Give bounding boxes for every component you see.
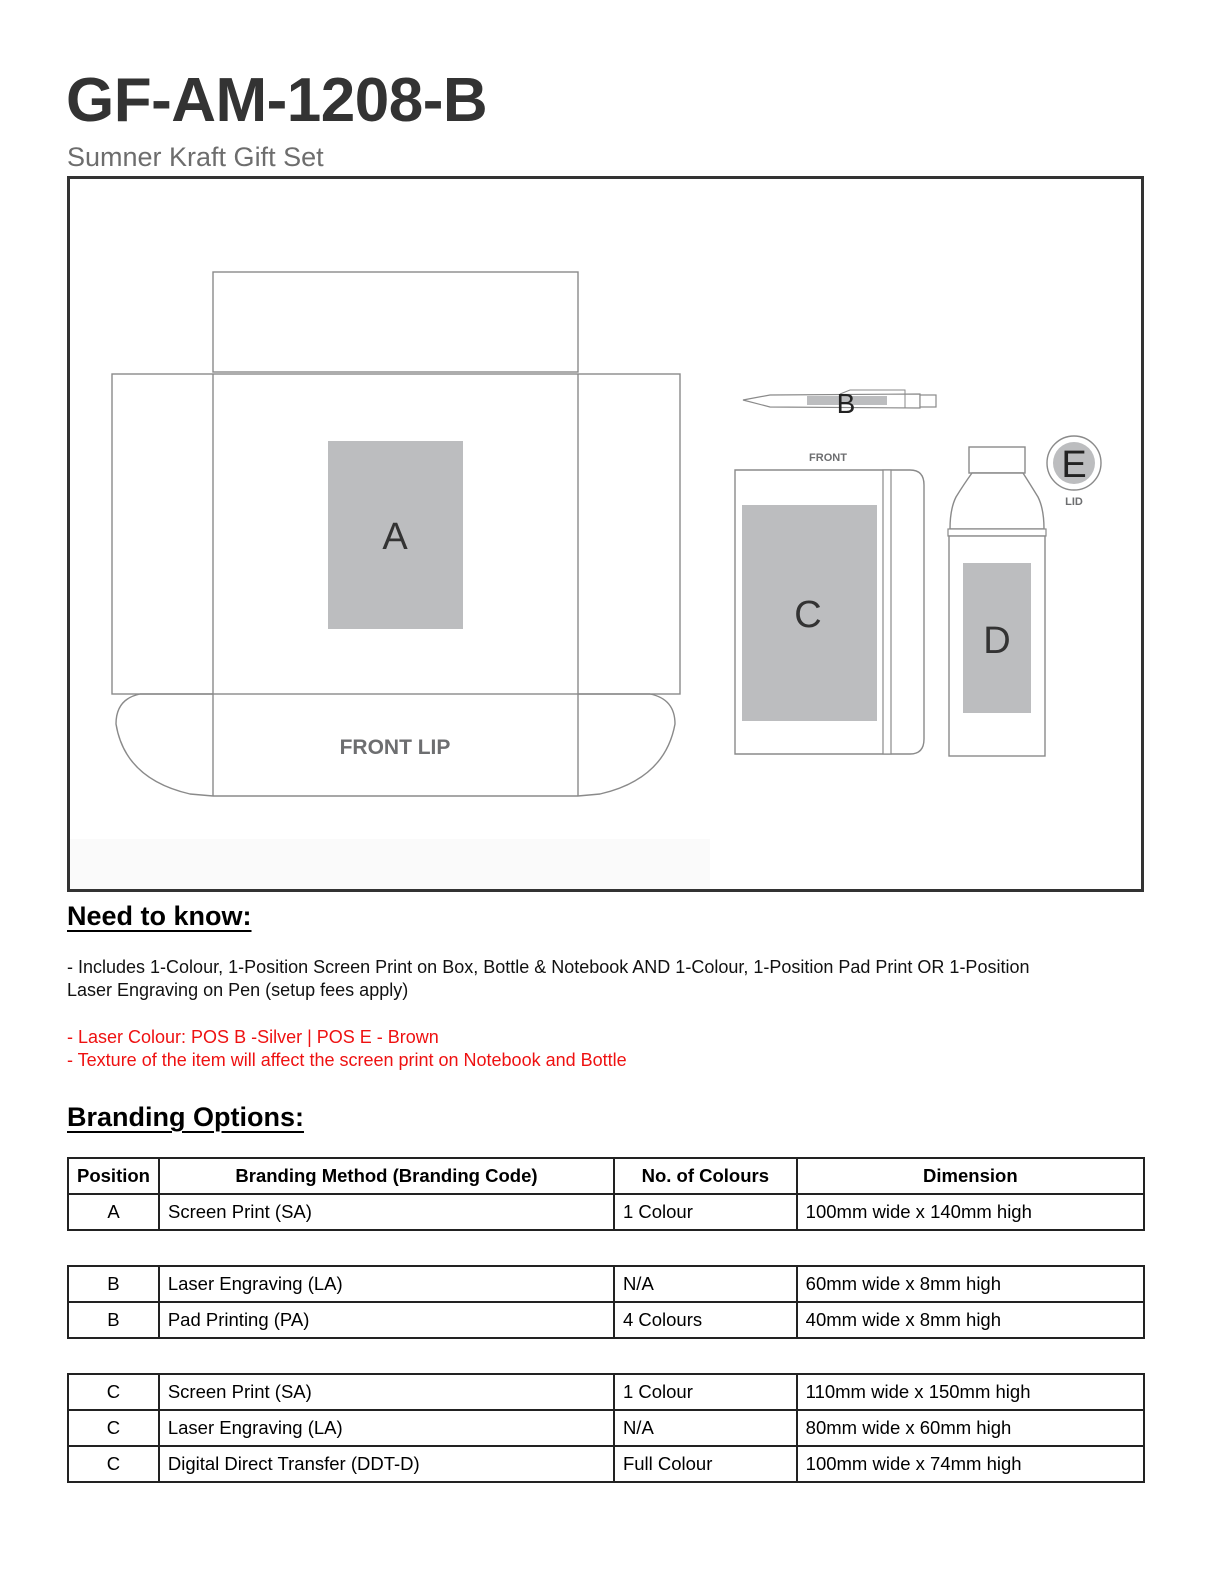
table-header-row: [68, 1158, 1144, 1194]
col-header-method: Branding Method (Branding Code): [159, 1158, 614, 1194]
notebook-icon: [735, 470, 924, 754]
product-code: GF-AM-1208-B: [66, 66, 488, 135]
table-row: C Laser Engraving (LA) N/A 80mm wide x 60mm high: [68, 1410, 1144, 1446]
table-row: B Pad Printing (PA) 4 Colours 40mm wide x 8mm high: [68, 1302, 1144, 1338]
col-header-colours: No. of Colours: [614, 1158, 797, 1194]
includes-line-2: Laser Engraving on Pen (setup fees apply): [67, 980, 409, 1000]
branding-table-group-a: [67, 1157, 1145, 1231]
laser-colour-note: - Laser Colour: POS B -Silver | POS E - Brown: [67, 1027, 439, 1047]
svg-text:B: B: [836, 388, 856, 419]
need-to-know-body: [67, 956, 1147, 1002]
table-row: A Screen Print (SA) 1 Colour 100mm wide x 140mm high: [68, 1194, 1144, 1230]
table-row: C Digital Direct Transfer (DDT-D) Full Colour 100mm wide x 74mm high: [68, 1446, 1144, 1482]
bottle-icon: [948, 447, 1046, 756]
svg-text:LID: LID: [1065, 496, 1083, 508]
col-header-dimension: Dimension: [797, 1158, 1144, 1194]
product-diagram: [70, 179, 1141, 889]
product-name: Sumner Kraft Gift Set: [67, 142, 324, 172]
warnings: [67, 1026, 1147, 1072]
branding-table-group-b: [67, 1265, 1145, 1339]
branding-table-group-c: [67, 1373, 1145, 1483]
col-header-position: Position: [68, 1158, 159, 1194]
includes-line-1: - Includes 1-Colour, 1-Position Screen Print on Box, Bottle & Notebook AND 1-Colour, 1-Position Pad Print OR 1-Position: [67, 957, 1030, 977]
svg-text:FRONT: FRONT: [809, 452, 847, 464]
svg-text:E: E: [1061, 444, 1087, 486]
branding-options-heading: Branding Options:: [67, 1102, 304, 1132]
table-row: C Screen Print (SA) 1 Colour 110mm wide x 150mm high: [68, 1374, 1144, 1410]
product-diagram-frame: [67, 176, 1144, 892]
need-to-know-heading: Need to know:: [67, 901, 252, 931]
svg-text:D: D: [983, 620, 1011, 662]
texture-note: - Texture of the item will affect the screen print on Notebook and Bottle: [67, 1050, 627, 1070]
label-a: A: [382, 516, 408, 558]
table-row: B Laser Engraving (LA) N/A 60mm wide x 8mm high: [68, 1266, 1144, 1302]
svg-text:FRONT LIP: FRONT LIP: [339, 736, 451, 759]
svg-text:C: C: [794, 594, 822, 636]
